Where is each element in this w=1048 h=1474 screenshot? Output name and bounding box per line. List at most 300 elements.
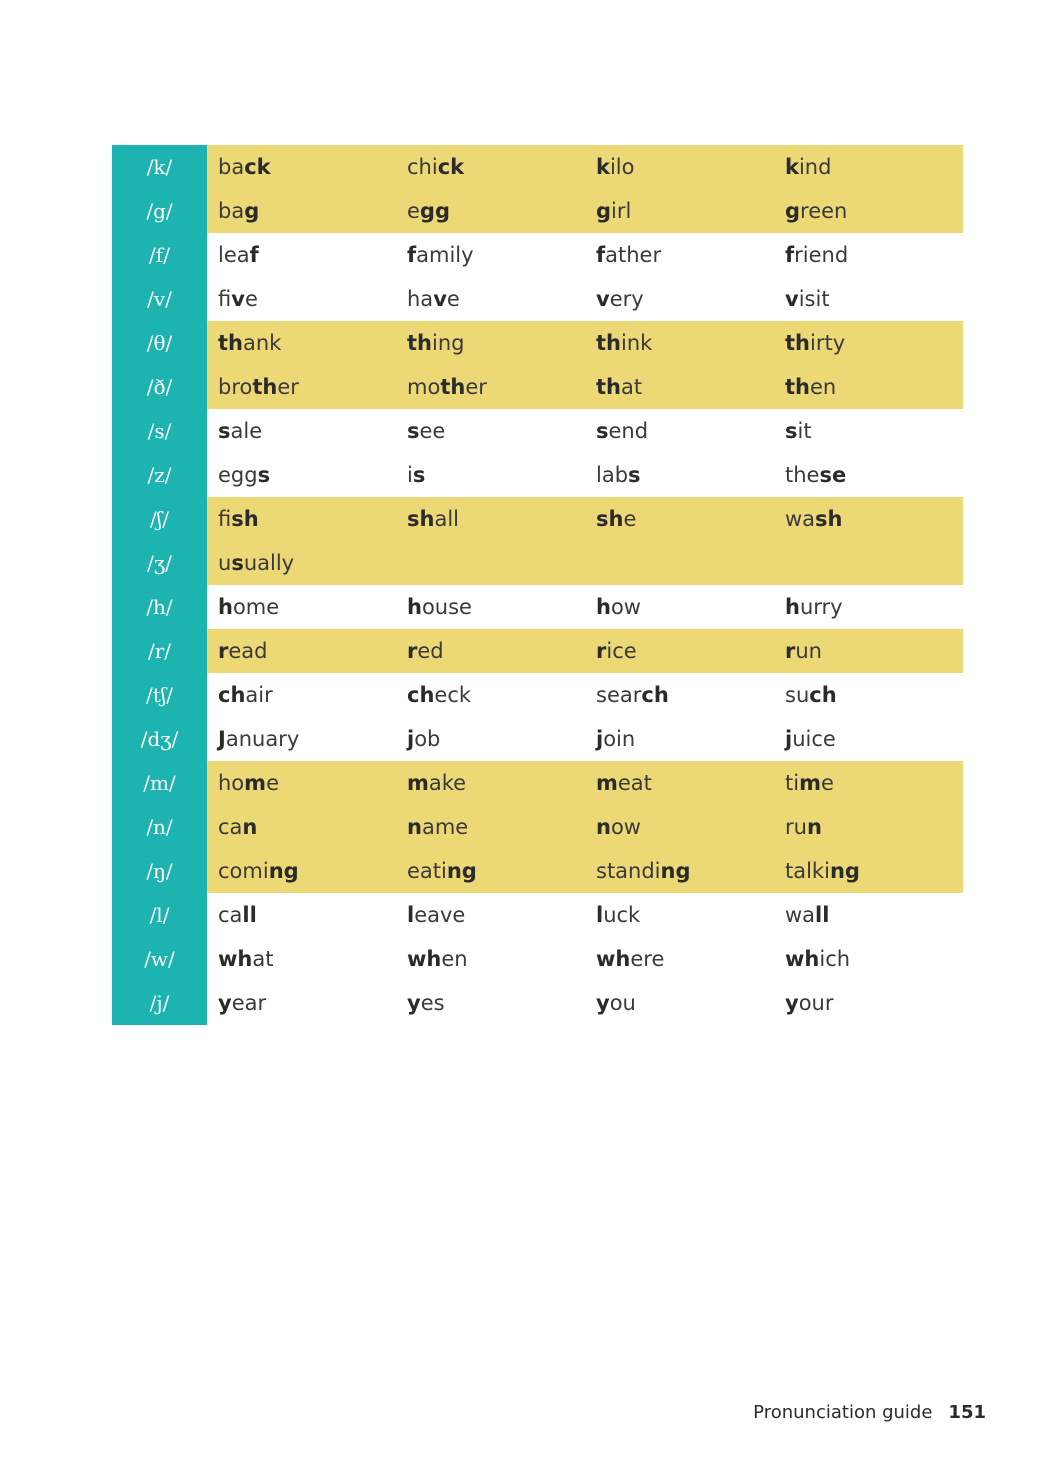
example-word	[396, 805, 585, 849]
example-word	[396, 233, 585, 277]
word-part: ice	[606, 639, 637, 663]
example-words	[207, 981, 963, 1025]
example-words	[207, 585, 963, 629]
example-words	[207, 893, 963, 937]
example-word	[396, 365, 585, 409]
word-part: ind	[798, 155, 832, 179]
word-part: un	[795, 639, 822, 663]
highlighted-sound: f	[596, 243, 606, 267]
highlighted-sound: s	[596, 419, 609, 443]
word-part: all	[434, 507, 459, 531]
highlighted-sound: m	[799, 771, 821, 795]
phonetic-symbol: /r/	[112, 629, 207, 673]
example-word	[207, 189, 396, 233]
word-part: su	[785, 683, 810, 707]
word-part: en	[441, 947, 468, 971]
example-word	[207, 893, 396, 937]
sound-group	[112, 629, 963, 673]
highlighted-sound: s	[231, 551, 244, 575]
example-word	[207, 277, 396, 321]
example-words	[207, 277, 963, 321]
example-word	[774, 277, 963, 321]
word-part: ame	[421, 815, 469, 839]
word-part: ob	[414, 727, 441, 751]
example-word	[774, 233, 963, 277]
highlighted-sound: k	[785, 155, 799, 179]
highlighted-sound: y	[785, 991, 799, 1015]
word-part: ich	[819, 947, 851, 971]
word-part: lab	[596, 463, 629, 487]
word-part: isit	[798, 287, 830, 311]
table-row	[112, 189, 963, 233]
highlighted-sound: s	[407, 419, 420, 443]
example-word	[207, 233, 396, 277]
phonetic-symbol: /z/	[112, 453, 207, 497]
example-words	[207, 717, 963, 761]
word-part: en	[810, 375, 837, 399]
highlighted-sound: s	[218, 419, 231, 443]
table-row	[112, 585, 963, 629]
phonetic-symbol: /h/	[112, 585, 207, 629]
highlighted-sound: th	[785, 331, 810, 355]
example-word	[585, 409, 774, 453]
example-word	[774, 937, 963, 981]
word-part: u	[218, 551, 232, 575]
highlighted-sound: ck	[437, 155, 465, 179]
phonetic-symbol: /m/	[112, 761, 207, 805]
highlighted-sound: g	[785, 199, 801, 223]
example-words	[207, 321, 963, 365]
example-words	[207, 189, 963, 233]
highlighted-sound: sh	[231, 507, 259, 531]
highlighted-sound: th	[596, 331, 621, 355]
table-row	[112, 321, 963, 365]
example-word	[207, 321, 396, 365]
word-part: ake	[428, 771, 467, 795]
highlighted-sound: J	[218, 727, 226, 751]
example-word	[774, 453, 963, 497]
word-part: ba	[218, 155, 245, 179]
highlighted-sound: th	[785, 375, 810, 399]
phonetic-symbol: /ŋ/	[112, 849, 207, 893]
example-word	[396, 893, 585, 937]
word-part: eat	[617, 771, 652, 795]
highlighted-sound: f	[249, 243, 259, 267]
example-word	[207, 145, 396, 189]
word-part: wa	[785, 903, 816, 927]
example-word	[396, 937, 585, 981]
example-word	[774, 805, 963, 849]
word-part: egg	[218, 463, 258, 487]
highlighted-sound: y	[218, 991, 232, 1015]
highlighted-sound: gg	[419, 199, 450, 223]
example-word	[585, 233, 774, 277]
word-part: fi	[218, 507, 232, 531]
word-part: e	[446, 287, 460, 311]
highlighted-sound: wh	[407, 947, 442, 971]
word-part: e	[244, 287, 258, 311]
highlighted-sound: ng	[446, 859, 477, 883]
highlighted-sound: f	[785, 243, 795, 267]
word-part: es	[420, 991, 445, 1015]
table-row	[112, 145, 963, 189]
example-words	[207, 937, 963, 981]
example-word	[585, 673, 774, 717]
example-word	[396, 585, 585, 629]
word-part: e	[623, 507, 637, 531]
phonetic-symbol: /v/	[112, 277, 207, 321]
word-part: e	[266, 771, 279, 795]
table-row	[112, 629, 963, 673]
table-row	[112, 893, 963, 937]
example-word	[396, 497, 585, 541]
sound-group	[112, 585, 963, 629]
highlighted-sound: v	[231, 287, 245, 311]
highlighted-sound: g	[244, 199, 260, 223]
example-word	[585, 541, 774, 585]
word-part: ink	[621, 331, 653, 355]
example-word	[774, 189, 963, 233]
example-word	[585, 277, 774, 321]
highlighted-sound: ch	[641, 683, 669, 707]
table-row	[112, 497, 963, 541]
highlighted-sound: th	[440, 375, 466, 399]
word-part: ouse	[421, 595, 472, 619]
word-part: reen	[800, 199, 848, 223]
highlighted-sound: h	[785, 595, 800, 619]
word-part: irl	[611, 199, 632, 223]
example-word	[774, 981, 963, 1025]
example-word	[774, 365, 963, 409]
word-part: ha	[407, 287, 434, 311]
highlighted-sound: f	[407, 243, 417, 267]
example-words	[207, 761, 963, 805]
sound-group	[112, 893, 963, 1025]
example-word	[396, 541, 585, 585]
highlighted-sound: se	[819, 463, 847, 487]
example-word	[585, 189, 774, 233]
highlighted-sound: r	[785, 639, 796, 663]
example-word	[774, 321, 963, 365]
sound-group	[112, 233, 963, 321]
highlighted-sound: ll	[815, 903, 830, 927]
word-part: standi	[596, 859, 661, 883]
word-part: urry	[799, 595, 843, 619]
example-word	[396, 277, 585, 321]
highlighted-sound: r	[218, 639, 229, 663]
example-word	[207, 497, 396, 541]
example-word	[396, 717, 585, 761]
highlighted-sound: v	[785, 287, 799, 311]
phonetic-symbol: /ð/	[112, 365, 207, 409]
example-words	[207, 233, 963, 277]
highlighted-sound: j	[596, 727, 604, 751]
sound-group	[112, 145, 963, 233]
phonetic-symbol: /j/	[112, 981, 207, 1025]
highlighted-sound: j	[785, 727, 793, 751]
word-part: anuary	[225, 727, 300, 751]
highlighted-sound: n	[806, 815, 822, 839]
highlighted-sound: l	[596, 903, 604, 927]
example-word	[585, 805, 774, 849]
example-word	[774, 893, 963, 937]
word-part: uck	[603, 903, 641, 927]
table-row	[112, 981, 963, 1025]
example-word	[207, 629, 396, 673]
phonetic-symbol: /k/	[112, 145, 207, 189]
example-word	[774, 585, 963, 629]
word-part: comi	[218, 859, 269, 883]
example-word	[207, 849, 396, 893]
highlighted-sound: m	[407, 771, 429, 795]
example-words	[207, 805, 963, 849]
example-word	[585, 937, 774, 981]
word-part: ing	[432, 331, 465, 355]
highlighted-sound: m	[244, 771, 267, 795]
phonetic-symbol: /g/	[112, 189, 207, 233]
example-words	[207, 409, 963, 453]
word-part: ear	[231, 991, 267, 1015]
example-word	[585, 453, 774, 497]
highlighted-sound: k	[596, 155, 610, 179]
highlighted-sound: ng	[268, 859, 299, 883]
example-word	[207, 981, 396, 1025]
word-part: ho	[218, 771, 245, 795]
highlighted-sound: th	[407, 331, 432, 355]
word-part: eave	[414, 903, 466, 927]
example-word	[585, 849, 774, 893]
example-word	[207, 761, 396, 805]
word-part: er	[277, 375, 299, 399]
sound-group	[112, 673, 963, 761]
example-word	[585, 717, 774, 761]
phonetic-symbol: /θ/	[112, 321, 207, 365]
example-word	[207, 409, 396, 453]
highlighted-sound: th	[252, 375, 278, 399]
word-part: ow	[610, 815, 641, 839]
highlighted-sound: sh	[407, 507, 435, 531]
table-row	[112, 717, 963, 761]
example-word	[207, 805, 396, 849]
sound-group	[112, 761, 963, 893]
word-part: ou	[609, 991, 636, 1015]
sound-group	[112, 321, 963, 409]
word-part: ery	[609, 287, 644, 311]
highlighted-sound: r	[596, 639, 607, 663]
example-word	[774, 541, 963, 585]
highlighted-sound: m	[596, 771, 618, 795]
example-word	[585, 761, 774, 805]
phonetic-symbol: /tʃ/	[112, 673, 207, 717]
highlighted-sound: n	[596, 815, 611, 839]
example-words	[207, 673, 963, 717]
highlighted-sound: y	[407, 991, 421, 1015]
word-part: it	[797, 419, 812, 443]
page-number: 151	[948, 1402, 986, 1423]
word-part: end	[608, 419, 649, 443]
phonetic-symbol: /w/	[112, 937, 207, 981]
example-word	[774, 409, 963, 453]
word-part: bro	[218, 375, 253, 399]
phonetic-symbol: /ʃ/	[112, 497, 207, 541]
word-part: air	[245, 683, 273, 707]
table-row	[112, 277, 963, 321]
word-part: at	[621, 375, 643, 399]
highlighted-sound: ll	[242, 903, 257, 927]
page-footer	[753, 1402, 986, 1423]
word-part: at	[252, 947, 274, 971]
table-row	[112, 409, 963, 453]
word-part: er	[465, 375, 487, 399]
word-part: uice	[792, 727, 836, 751]
example-word	[396, 189, 585, 233]
example-words	[207, 849, 963, 893]
highlighted-sound: h	[218, 595, 233, 619]
example-word	[396, 761, 585, 805]
table-row	[112, 365, 963, 409]
example-words	[207, 629, 963, 673]
example-words	[207, 453, 963, 497]
word-part: oin	[603, 727, 636, 751]
highlighted-sound: j	[407, 727, 415, 751]
example-word	[396, 981, 585, 1025]
word-part: our	[798, 991, 834, 1015]
highlighted-sound: ck	[244, 155, 271, 179]
word-part: chi	[407, 155, 438, 179]
table-row	[112, 761, 963, 805]
highlighted-sound: s	[785, 419, 798, 443]
word-part: fi	[218, 287, 232, 311]
word-part: talki	[785, 859, 830, 883]
example-word	[585, 145, 774, 189]
word-part: irty	[810, 331, 846, 355]
example-word	[207, 717, 396, 761]
highlighted-sound: n	[407, 815, 422, 839]
example-word	[207, 585, 396, 629]
example-word	[396, 849, 585, 893]
example-words	[207, 497, 963, 541]
word-part: eck	[434, 683, 472, 707]
example-word	[207, 365, 396, 409]
word-part: ere	[630, 947, 665, 971]
example-words	[207, 365, 963, 409]
phonetic-symbol: /dʒ/	[112, 717, 207, 761]
highlighted-sound: y	[596, 991, 610, 1015]
highlighted-sound: n	[242, 815, 258, 839]
example-word	[774, 717, 963, 761]
highlighted-sound: ch	[809, 683, 837, 707]
example-word	[585, 629, 774, 673]
pronunciation-table	[112, 145, 963, 1025]
example-word	[774, 629, 963, 673]
word-part: wa	[785, 507, 816, 531]
example-word	[585, 981, 774, 1025]
example-word	[396, 453, 585, 497]
example-word	[396, 321, 585, 365]
example-word	[774, 849, 963, 893]
word-part: mo	[407, 375, 441, 399]
word-part: ilo	[609, 155, 635, 179]
highlighted-sound: h	[596, 595, 611, 619]
highlighted-sound: wh	[596, 947, 631, 971]
example-word	[585, 585, 774, 629]
table-row	[112, 805, 963, 849]
word-part: e	[407, 199, 420, 223]
highlighted-sound: s	[628, 463, 641, 487]
highlighted-sound: s	[412, 463, 426, 487]
example-word	[207, 453, 396, 497]
example-word	[585, 321, 774, 365]
highlighted-sound: th	[218, 331, 243, 355]
example-word	[585, 497, 774, 541]
highlighted-sound: sh	[815, 507, 843, 531]
example-word	[207, 673, 396, 717]
word-part: i	[407, 463, 413, 487]
example-words	[207, 541, 963, 585]
example-word	[774, 761, 963, 805]
sound-group	[112, 409, 963, 497]
highlighted-sound: g	[596, 199, 612, 223]
phonetic-symbol: /n/	[112, 805, 207, 849]
word-part: ome	[232, 595, 280, 619]
word-part: ti	[785, 771, 800, 795]
example-word	[396, 145, 585, 189]
example-word	[585, 893, 774, 937]
word-part: ow	[610, 595, 641, 619]
highlighted-sound: ng	[829, 859, 860, 883]
highlighted-sound: ch	[407, 683, 435, 707]
example-word	[396, 629, 585, 673]
sound-group	[112, 497, 963, 585]
example-word	[207, 937, 396, 981]
word-part: ather	[605, 243, 662, 267]
example-word	[396, 673, 585, 717]
word-part: ee	[419, 419, 446, 443]
highlighted-sound: l	[407, 903, 415, 927]
example-words	[207, 145, 963, 189]
word-part: eati	[407, 859, 447, 883]
example-word	[396, 409, 585, 453]
example-word	[774, 145, 963, 189]
word-part: lea	[218, 243, 250, 267]
table-row	[112, 937, 963, 981]
table-row	[112, 849, 963, 893]
word-part: ru	[785, 815, 807, 839]
word-part: ed	[417, 639, 444, 663]
highlighted-sound: v	[596, 287, 610, 311]
word-part: riend	[794, 243, 849, 267]
word-part: ba	[218, 199, 245, 223]
word-part: ank	[243, 331, 282, 355]
phonetic-symbol: /ʒ/	[112, 541, 207, 585]
highlighted-sound: sh	[596, 507, 624, 531]
highlighted-sound: ch	[218, 683, 246, 707]
phonetic-symbol: /f/	[112, 233, 207, 277]
word-part: ca	[218, 815, 243, 839]
highlighted-sound: th	[596, 375, 621, 399]
highlighted-sound: h	[407, 595, 422, 619]
word-part: ead	[228, 639, 268, 663]
word-part: sear	[596, 683, 642, 707]
phonetic-symbol: /l/	[112, 893, 207, 937]
example-word	[585, 365, 774, 409]
highlighted-sound: wh	[218, 947, 253, 971]
word-part: ca	[218, 903, 243, 927]
table-row	[112, 233, 963, 277]
highlighted-sound: wh	[785, 947, 820, 971]
highlighted-sound: r	[407, 639, 418, 663]
example-word	[207, 541, 396, 585]
